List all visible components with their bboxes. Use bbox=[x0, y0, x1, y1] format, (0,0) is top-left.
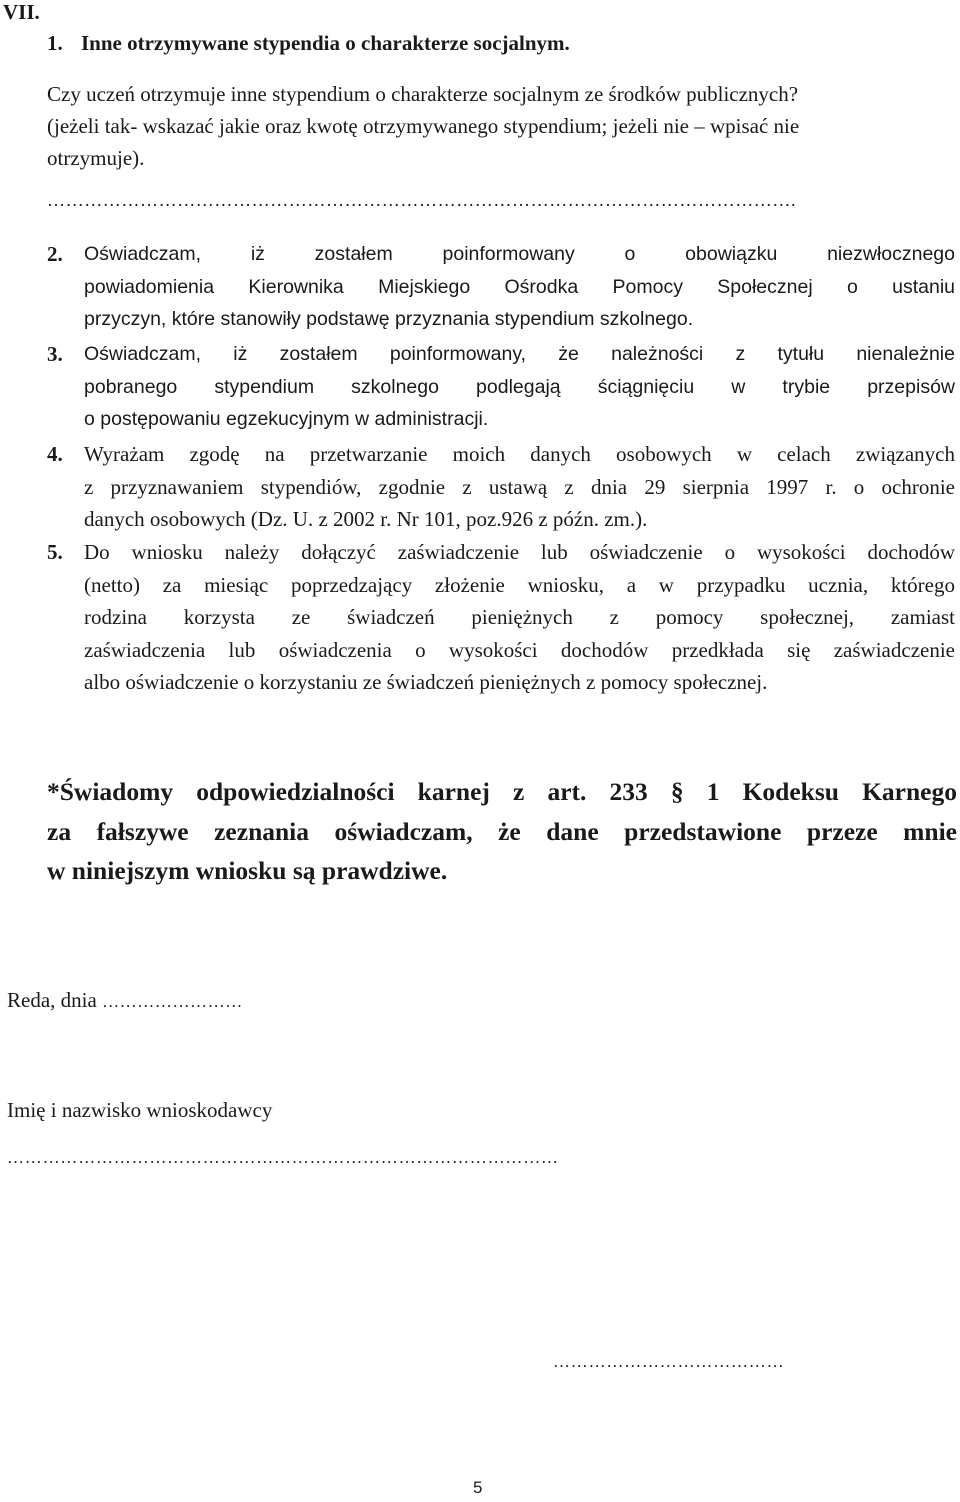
section-heading bbox=[47, 31, 570, 56]
item-line: o postępowaniu egzekucyjnym w administracji. bbox=[84, 408, 489, 430]
item-line: albo oświadczenie o korzystaniu ze świadczeń pieniężnych z pomocy społecznej. bbox=[84, 670, 768, 694]
page-number: 5 bbox=[473, 1478, 483, 1497]
item-number: 3. bbox=[47, 342, 63, 366]
item-line: (netto) za miesiąc poprzedzający złożenie wniosku, a w przypadku ucznia, którego bbox=[84, 572, 955, 597]
item-line: Wyrażam zgodę na przetwarzanie moich danych osobowych w celach związanych bbox=[84, 442, 955, 466]
item-line: zaświadczenia lub oświadczenia o wysokości dochodów przedkłada się zaświadczenie bbox=[84, 637, 955, 662]
item-line: danych osobowych (Dz. U. z 2002 r. Nr 101, poz.926 z późn. zm.). bbox=[84, 507, 648, 531]
item-number: 4. bbox=[47, 442, 63, 466]
declaration-line: w niniejszym wniosku są prawdziwe. bbox=[47, 856, 448, 885]
statement-item-5 bbox=[47, 536, 955, 699]
signature-fill-line[interactable]: ………………………………… bbox=[553, 1352, 785, 1371]
date-fill-line[interactable]: …………………… bbox=[102, 992, 243, 1011]
applicant-name-fill-line[interactable]: ………………………………………………………………………………… bbox=[7, 1148, 559, 1167]
item-line: rodzina korzysta ze świadczeń pieniężnych z pomocy społecznej, zamiast bbox=[84, 605, 955, 629]
item-line: pobranego stypendium szkolnego podlegają ściągnięciu w trybie przepisów bbox=[84, 375, 955, 398]
item-number: 2. bbox=[47, 242, 63, 266]
item-line: Do wniosku należy dołączyć zaświadczenie lub oświadczenie o wysokości dochodów bbox=[84, 540, 955, 564]
declaration-line: *Świadomy odpowiedzialności karnej z art. 233 § 1 Kodeksu Karnego bbox=[47, 777, 957, 806]
section-number: VII. bbox=[3, 0, 40, 24]
date-label: Reda, dnia bbox=[7, 988, 103, 1012]
question-line: (jeżeli tak- wskazać jakie oraz kwotę otrzymywanego stypendium; jeżeli nie – wpisać nie bbox=[47, 114, 800, 138]
question-line: Czy uczeń otrzymuje inne stypendium o charakterze socjalnym ze środków publicznych? bbox=[47, 82, 799, 106]
item-number: 5. bbox=[47, 540, 63, 564]
question-line: otrzymuje). bbox=[47, 146, 145, 170]
item-line: z przyznawaniem stypendiów, zgodnie z ustawą z dnia 29 sierpnia 1997 r. o ochronie bbox=[84, 474, 955, 499]
item-line: Oświadczam, iż zostałem poinformowany o obowiązku niezwłocznego bbox=[84, 243, 955, 265]
declaration-line: za fałszywe zeznania oświadczam, że dane przedstawione przeze mnie bbox=[47, 816, 957, 846]
heading-number: 1. bbox=[47, 31, 63, 55]
statement-item-4 bbox=[47, 438, 955, 536]
criminal-liability-declaration bbox=[47, 772, 957, 891]
scholarship-question bbox=[47, 78, 947, 174]
item-line: powiadomienia Kierownika Miejskiego Ośrodka Pomocy Społecznej o ustaniu bbox=[84, 275, 955, 298]
heading-text: Inne otrzymywane stypendia o charakterze socjalnym. bbox=[81, 31, 570, 55]
applicant-name-label: Imię i nazwisko wnioskodawcy bbox=[7, 1098, 273, 1122]
statement-item-3 bbox=[47, 338, 955, 436]
answer-fill-line[interactable]: …………………………………………………………………………………………………………. bbox=[47, 190, 797, 210]
item-line: Oświadczam, iż zostałem poinformowany, że należności z tytułu nienależnie bbox=[84, 343, 955, 365]
statement-item-2 bbox=[47, 238, 955, 336]
date-field bbox=[7, 988, 243, 1013]
item-line: przyczyn, które stanowiły podstawę przyznania stypendium szkolnego. bbox=[84, 308, 694, 330]
